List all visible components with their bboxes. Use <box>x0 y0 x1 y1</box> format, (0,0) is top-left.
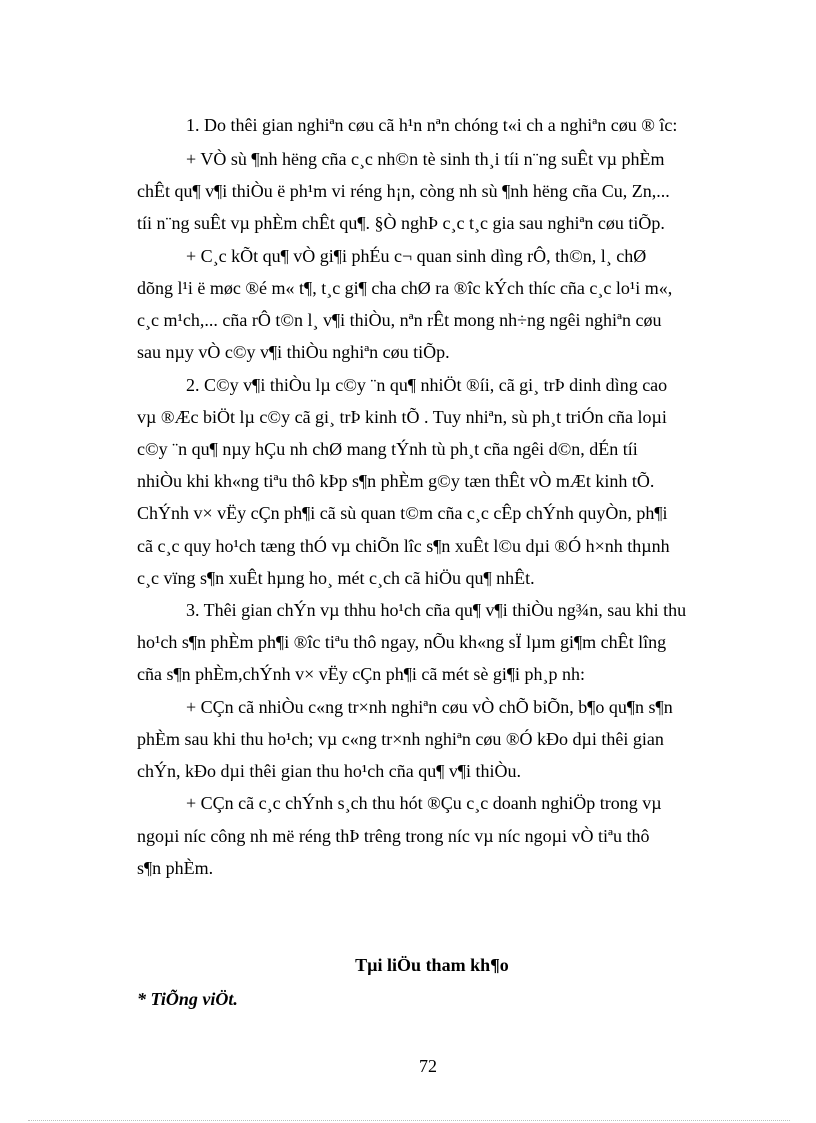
paragraph-3-line-3: c¸c m¹ch,... cña rÔ t©n l¸ v¶i thiÒu, nªn rÊt mong nh÷ng ngêi nghiªn cøu <box>137 310 662 330</box>
paragraph-1-line-1: 1. Do thêi gian nghiªn cøu cã h¹n nªn chóng t«i ch a nghiªn cøu ® îc: <box>186 115 678 135</box>
paragraph-5-line-1: 3. Thêi gian chÝn vµ thhu ho¹ch cña qu¶ v¶i thiÒu ng¾n, sau khi thu <box>186 600 687 620</box>
paragraph-3-line-1: + C¸c kÕt qu¶ vÒ gi¶i phÉu c¬ quan sinh dìng rÔ, th©n, l¸ chØ <box>186 246 647 266</box>
paragraph-4-line-7: c¸c vïng s¶n xuÊt hµng ho¸ mét c¸ch cã hiÖu qu¶ nhÊt. <box>137 568 535 588</box>
references-subheading: * TiÕng viÖt. <box>137 989 238 1009</box>
paragraph-2-line-1: + VÒ sù ¶nh hëng cña c¸c nh©n tè sinh th¸i tíi n¨ng suÊt vµ phÈm <box>186 149 665 169</box>
paragraph-2-line-3: tíi n¨ng suÊt vµ phÈm chÊt qu¶. §Ò nghÞ c¸c t¸c gia sau nghiªn cøu tiÕp. <box>137 213 665 233</box>
paragraph-4-line-3: c©y ¨n qu¶ nµy hÇu nh chØ mang tÝnh tù ph¸t cña ngêi d©n, dÉn tíi <box>137 439 638 459</box>
footer-divider <box>28 1120 790 1121</box>
paragraph-4-line-1: 2. C©y v¶i thiÒu lµ c©y ¨n qu¶ nhiÖt ®íi, cã gi¸ trÞ dinh dìng cao <box>186 375 668 395</box>
paragraph-6-line-1: + CÇn cã nhiÒu c«ng tr×nh nghiªn cøu vÒ chÕ biÕn, b¶o qu¶n s¶n <box>186 697 673 717</box>
paragraph-3-line-2: dõng l¹i ë møc ®é m« t¶, t¸c gi¶ cha chØ ra ®îc kÝch thíc cña c¸c lo¹i m«, <box>137 278 673 298</box>
page-number: 72 <box>419 1056 437 1076</box>
paragraph-3-line-4: sau nµy vÒ c©y v¶i thiÒu nghiªn cøu tiÕp. <box>137 342 450 362</box>
paragraph-5-line-2: ho¹ch s¶n phÈm ph¶i ®îc tiªu thô ngay, nÕu kh«ng sÏ lµm gi¶m chÊt lîng <box>137 632 667 652</box>
paragraph-7-line-2: ngoµi níc công nh më réng thÞ trêng trong níc vµ níc ngoµi vÒ tiªu thô <box>137 826 650 846</box>
paragraph-6-line-2: phÈm sau khi thu ho¹ch; vµ c«ng tr×nh nghiªn cøu ®Ó kÐo dµi thêi gian <box>137 729 664 749</box>
paragraph-7-line-3: s¶n phÈm. <box>137 858 214 878</box>
paragraph-5-line-3: cña s¶n phÈm,chÝnh v× vËy cÇn ph¶i cã mét sè gi¶i ph¸p nh: <box>137 664 586 684</box>
paragraph-4-line-6: cã c¸c quy ho¹ch tæng thÓ vµ chiÕn lîc s¶n xuÊt l©u dµi ®Ó h×nh thµnh <box>137 536 670 556</box>
paragraph-4-line-2: vµ ®Æc biÖt lµ c©y cã gi¸ trÞ kinh tÕ . Tuy nhiªn, sù ph¸t triÓn cña loµi <box>137 407 667 427</box>
paragraph-7-line-1: + CÇn cã c¸c chÝnh s¸ch thu hót ®Çu c¸c doanh nghiÖp trong vµ <box>186 793 662 813</box>
paragraph-6-line-3: chÝn, kÐo dµi thêi gian thu ho¹ch cña qu¶ v¶i thiÒu. <box>137 761 522 781</box>
references-heading: Tµi liÖu tham kh¶o <box>355 955 509 975</box>
paragraph-4-line-4: nhiÒu khi kh«ng tiªu thô kÞp s¶n phÈm g©y tæn thÊt vÒ mÆt kinh tÕ. <box>137 471 655 491</box>
paragraph-4-line-5: ChÝnh v× vËy cÇn ph¶i cã sù quan t©m cña c¸c cÊp chÝnh quyÒn, ph¶i <box>137 503 668 523</box>
paragraph-2-line-2: chÊt qu¶ v¶i thiÒu ë ph¹m vi réng h¡n, còng nh sù ¶nh hëng cña Cu, Zn,... <box>137 181 670 201</box>
